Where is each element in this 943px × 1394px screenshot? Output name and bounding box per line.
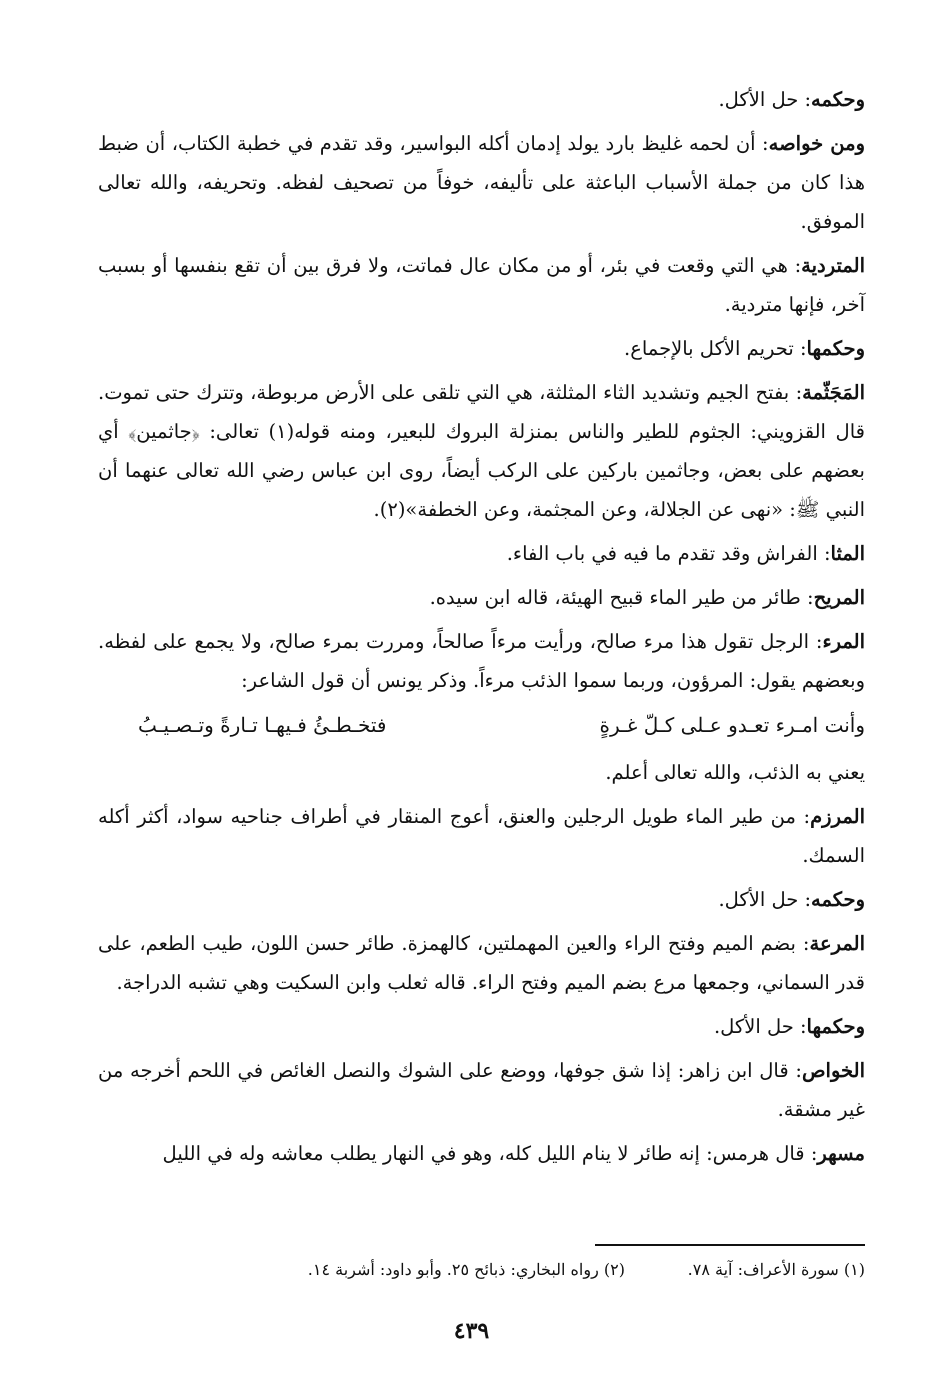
entry-term: المرعة xyxy=(809,932,865,955)
footnote-separator xyxy=(595,1244,865,1246)
entry-text: : حل الأكل. xyxy=(718,888,812,911)
paragraph xyxy=(98,1007,865,1046)
paragraph xyxy=(98,1051,865,1129)
entry-text: يعني به الذئب، والله تعالى أعلم. xyxy=(605,761,865,784)
paragraph xyxy=(98,1134,865,1173)
paragraph xyxy=(98,80,865,119)
entry-text: : بضم الميم وفتح الراء والعين المهملتين، كالهمزة. طائر حسن اللون، طيب الطعم، على قدر السماني، وجمعها مرع بضم الميم وفتح الراء. قاله ثعلب وابن السكيت وهي تشبه الدراجة. xyxy=(98,932,865,994)
entry-text: : الفراش وقد تقدم ما فيه في باب الفاء. xyxy=(506,542,831,565)
entry-term: المتردية xyxy=(801,254,865,277)
entry-text: : طائر من طير الماء قبيح الهيئة، قاله ابن سيده. xyxy=(429,586,814,609)
entry-text: : الرجل تقول هذا مرء صالح، ورأيت مرءاً صالحاً، ومررت بمرء صالح، ولا يجمع على لفظه. وبعضهم يقول: المرؤون، وربما سموا الذئب مرءاً. وذكر يونس أن قول الشاعر: xyxy=(98,630,865,692)
verse-second-hemistich: فتخـطـئُ فـيهـا تـارةً وتـصـيـبُ xyxy=(138,713,387,737)
entry-term: مسهر xyxy=(817,1142,865,1165)
entry-term: وحكمه xyxy=(811,888,865,911)
entry-term: وحكمها xyxy=(806,337,865,360)
entry-term: المَجَثّمة xyxy=(802,381,865,404)
footnote-1: (١) سورة الأعراف: آية ٧٨. xyxy=(687,1260,865,1279)
entry-text: : تحريم الأكل بالإجماع. xyxy=(624,337,807,360)
poetry-verse xyxy=(98,705,865,745)
entry-text: : من طير الماء طويل الرجلين والعنق، أعوج المنقار في أطراف جناحيه سواد، أكثر أكله السمك. xyxy=(98,805,865,867)
paragraph xyxy=(98,578,865,617)
entry-text: : حل الأكل. xyxy=(713,1015,807,1038)
entry-term: وحكمها xyxy=(806,1015,865,1038)
page-body xyxy=(98,80,865,1178)
paragraph xyxy=(98,880,865,919)
entry-term: المثا xyxy=(830,542,865,565)
entry-text: : بفتح الجيم وتشديد الثاء المثلثة، هي التي تلقى على الأرض مربوطة، وتترك حتى تموت. قال القزويني: الجثوم للطير والناس بمنزلة البروك للبعير، ومنه قوله(١) تعالى: ﴿جاثمين﴾ أي بعضهم على بعض، وجاثمين باركين على الركب أيضاً، روى ابن عباس رضي الله تعالى عنهما أن النبي ﷺ: «نهى عن الجلالة، وعن المجثمة، وعن الخطفة»(٢). xyxy=(98,381,865,521)
entry-text: : أن لحمه غليظ بارد يولد إدمان أكله البواسير، وقد تقدم في خطبة الكتاب، أن ضبط هذا كان من جملة الأسباب الباعثة على تأليفه، خوفاً من تصحيف لفظه. وتحريفه، والله تعالى الموفق. xyxy=(98,132,865,233)
verse-first-hemistich: وأنت امـرء تعـدو عـلى كـلّ غـرةٍ xyxy=(599,713,865,737)
page-number: ٤٣٩ xyxy=(453,1318,490,1344)
entry-term: المريح xyxy=(813,586,865,609)
entry-term: الخواص xyxy=(801,1059,865,1082)
entry-term: ومن خواصه xyxy=(768,132,866,155)
entry-text: : قال هرمس: إنه طائر لا ينام الليل كله، وهو في النهار يطلب معاشه وله في الليل xyxy=(162,1142,818,1165)
entry-term: المرزم xyxy=(810,805,865,828)
entry-text: : حل الأكل. xyxy=(718,88,812,111)
paragraph xyxy=(98,373,865,529)
paragraph xyxy=(98,753,865,792)
paragraph xyxy=(98,124,865,241)
footnote-2: (٢) رواه البخاري: ذبائح ٢٥. وأبو داود: أشربة ١٤. xyxy=(307,1260,625,1279)
entry-text: : قال ابن زاهر: إذا شق جوفها، ووضع على الشوك والنصل الغائص في اللحم أخرجه من غير مشقة. xyxy=(98,1059,865,1121)
entry-text: : هي التي وقعت في بئر، أو من مكان عال فماتت، ولا فرق بين أن تقع بنفسها أو بسبب آخر، فإنها متردية. xyxy=(98,254,865,316)
entry-term: وحكمه xyxy=(811,88,865,111)
entry-term: المرء xyxy=(822,630,865,653)
paragraph xyxy=(98,924,865,1002)
footnotes xyxy=(98,1255,865,1285)
paragraph xyxy=(98,534,865,573)
paragraph xyxy=(98,246,865,324)
paragraph xyxy=(98,329,865,368)
paragraph xyxy=(98,797,865,875)
paragraph xyxy=(98,622,865,700)
